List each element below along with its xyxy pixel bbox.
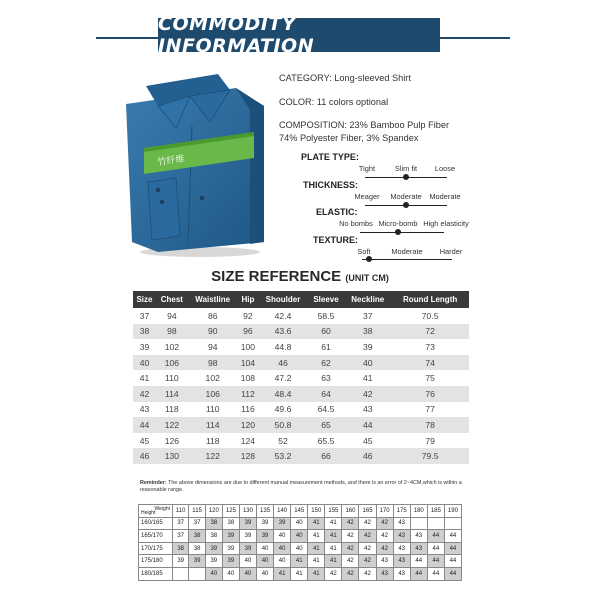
size-table-cell: 42.4 xyxy=(258,308,308,324)
composition-text: COMPOSITION: 23% Bamboo Pulp Fiber xyxy=(279,120,450,131)
weight-column-header: 115 xyxy=(189,505,205,518)
size-table-header-cell: Sleeve xyxy=(308,291,344,308)
weight-size-cell: 39 xyxy=(205,542,222,555)
weight-column-header: 185 xyxy=(427,505,444,518)
weight-size-cell xyxy=(173,567,189,580)
size-table-header-cell: Neckline xyxy=(344,291,391,308)
weight-size-cell: 43 xyxy=(393,542,410,555)
size-reference-heading: SIZE REFERENCE xyxy=(211,268,342,285)
size-table-row xyxy=(133,324,469,340)
texture-marker xyxy=(366,256,372,262)
size-table-cell: 124 xyxy=(238,433,259,449)
weight-size-cell: 43 xyxy=(393,555,410,568)
weight-size-cell: 38 xyxy=(189,542,205,555)
size-table-row xyxy=(133,402,469,418)
weight-column-header: 145 xyxy=(291,505,308,518)
size-table-cell: 130 xyxy=(156,448,188,464)
texture-option-moderate: Moderate xyxy=(391,247,423,256)
weight-size-cell: 42 xyxy=(342,517,359,530)
weight-size-cell: 40 xyxy=(274,555,291,568)
weight-size-cell xyxy=(427,517,444,530)
size-table-cell: 98 xyxy=(188,355,238,371)
size-table-row xyxy=(133,448,469,464)
composition-text-2: 74% Polyester Fiber, 3% Spandex xyxy=(279,132,419,143)
weight-size-cell: 39 xyxy=(205,555,222,568)
size-table-cell: 64 xyxy=(308,386,344,402)
weight-size-cell: 41 xyxy=(291,555,308,568)
weight-size-cell: 39 xyxy=(222,542,239,555)
weight-size-cell: 44 xyxy=(410,555,427,568)
plate-type-option-tight: Tight xyxy=(358,164,376,173)
weight-size-cell: 40 xyxy=(274,530,291,543)
elastic-label: ELASTIC: xyxy=(316,207,358,217)
weight-size-cell: 44 xyxy=(444,567,461,580)
weight-size-cell: 41 xyxy=(291,567,308,580)
weight-column-header: 190 xyxy=(444,505,461,518)
weight-size-cell: 38 xyxy=(173,542,189,555)
weight-size-cell: 40 xyxy=(205,567,222,580)
size-table-cell: 72 xyxy=(391,324,469,340)
elastic-marker xyxy=(395,229,401,235)
weight-size-cell: 40 xyxy=(257,567,274,580)
weight-size-cell: 42 xyxy=(325,567,342,580)
size-table-cell: 38 xyxy=(133,324,156,340)
elastic-option-high-elasticity: High elasticity xyxy=(423,219,469,228)
size-table-cell: 86 xyxy=(188,308,238,324)
weight-size-cell: 44 xyxy=(444,530,461,543)
size-table-cell: 43.6 xyxy=(258,324,308,340)
weight-size-cell: 43 xyxy=(410,530,427,543)
size-table-cell: 52 xyxy=(258,433,308,449)
size-table-cell: 106 xyxy=(156,355,188,371)
size-table-cell: 76 xyxy=(391,386,469,402)
weight-table-row xyxy=(139,517,462,530)
size-table-cell: 49.6 xyxy=(258,402,308,418)
size-table-cell: 110 xyxy=(188,402,238,418)
weight-size-cell: 39 xyxy=(257,517,274,530)
weight-size-cell: 40 xyxy=(291,530,308,543)
weight-column-header: 120 xyxy=(205,505,222,518)
weight-size-cell: 44 xyxy=(427,567,444,580)
weight-size-cell: 39 xyxy=(274,517,291,530)
size-table-cell: 47.2 xyxy=(258,370,308,386)
banner-line-left xyxy=(96,37,158,39)
size-table-cell: 90 xyxy=(188,324,238,340)
size-table-cell: 116 xyxy=(238,402,259,418)
weight-size-cell: 42 xyxy=(376,542,393,555)
weight-size-cell: 37 xyxy=(173,530,189,543)
weight-column-header: 130 xyxy=(239,505,256,518)
size-table-cell: 38 xyxy=(344,324,391,340)
weight-size-cell: 39 xyxy=(239,530,256,543)
weight-size-cell: 42 xyxy=(342,555,359,568)
color-text: COLOR: 11 colors optional xyxy=(279,96,389,107)
weight-size-cell: 39 xyxy=(239,542,256,555)
weight-height-table xyxy=(138,504,462,581)
size-table-row xyxy=(133,339,469,355)
size-table-cell: 43 xyxy=(133,402,156,418)
size-table-header xyxy=(133,291,469,308)
size-table-cell: 62 xyxy=(308,355,344,371)
size-table-cell: 118 xyxy=(188,433,238,449)
weight-size-cell: 38 xyxy=(222,517,239,530)
weight-column-header: 175 xyxy=(393,505,410,518)
size-reference-title xyxy=(0,268,600,285)
size-table-cell: 120 xyxy=(238,417,259,433)
elastic-option-micro-bomb: Micro-bomb xyxy=(378,219,418,228)
size-table-cell: 106 xyxy=(188,386,238,402)
size-table-cell: 61 xyxy=(308,339,344,355)
size-table-cell: 75 xyxy=(391,370,469,386)
weight-table-row xyxy=(139,555,462,568)
height-row-label: 160/165 xyxy=(139,517,173,530)
weight-size-cell: 41 xyxy=(325,530,342,543)
weight-size-cell: 39 xyxy=(189,555,205,568)
weight-size-cell: 39 xyxy=(222,530,239,543)
weight-size-cell: 39 xyxy=(239,517,256,530)
weight-size-cell: 42 xyxy=(359,567,376,580)
weight-size-cell: 43 xyxy=(376,567,393,580)
plate-type-label: PLATE TYPE: xyxy=(301,152,359,162)
size-table-cell: 74 xyxy=(391,355,469,371)
texture-label: TEXTURE: xyxy=(313,235,358,245)
size-table-cell: 66 xyxy=(308,448,344,464)
size-table-cell: 77 xyxy=(391,402,469,418)
elastic-option-no-bombs: No bombs xyxy=(339,219,373,228)
weight-column-header: 180 xyxy=(410,505,427,518)
weight-size-cell: 43 xyxy=(393,567,410,580)
thickness-label: THICKNESS: xyxy=(303,180,359,190)
weight-size-cell: 40 xyxy=(257,542,274,555)
size-table-cell: 122 xyxy=(156,417,188,433)
size-table-cell: 44 xyxy=(344,417,391,433)
size-table-cell: 112 xyxy=(238,386,259,402)
size-table-cell: 122 xyxy=(188,448,238,464)
size-table-cell: 70.5 xyxy=(391,308,469,324)
height-row-label: 170/175 xyxy=(139,542,173,555)
weight-size-cell: 39 xyxy=(257,530,274,543)
weight-size-cell: 44 xyxy=(444,542,461,555)
weight-size-cell: 39 xyxy=(173,555,189,568)
size-table-cell: 79 xyxy=(391,433,469,449)
weight-size-cell: 41 xyxy=(325,555,342,568)
size-table-cell: 43 xyxy=(344,402,391,418)
weight-size-cell xyxy=(410,517,427,530)
weight-size-cell: 41 xyxy=(274,567,291,580)
weight-size-cell: 40 xyxy=(274,542,291,555)
size-table-row xyxy=(133,433,469,449)
size-table xyxy=(133,291,469,464)
size-table-cell: 44.8 xyxy=(258,339,308,355)
weight-size-cell: 38 xyxy=(205,530,222,543)
corner-height-label: Height xyxy=(141,509,156,516)
folded-shirt-image xyxy=(118,66,268,258)
weight-size-cell: 40 xyxy=(222,567,239,580)
weight-size-cell: 43 xyxy=(393,530,410,543)
thickness-option-meager: Meager xyxy=(354,192,380,201)
weight-table-header xyxy=(139,505,462,518)
size-table-cell: 46 xyxy=(258,355,308,371)
weight-size-cell: 42 xyxy=(359,542,376,555)
weight-size-cell: 40 xyxy=(291,542,308,555)
size-table-cell: 41 xyxy=(133,370,156,386)
elastic-scale xyxy=(360,232,444,233)
size-table-cell: 53.2 xyxy=(258,448,308,464)
height-row-label: 175/180 xyxy=(139,555,173,568)
size-table-row xyxy=(133,355,469,371)
weight-column-header: 155 xyxy=(325,505,342,518)
size-table-cell: 60 xyxy=(308,324,344,340)
weight-size-cell: 42 xyxy=(376,517,393,530)
size-table-cell: 73 xyxy=(391,339,469,355)
weight-size-cell: 41 xyxy=(308,517,325,530)
weight-column-header: 125 xyxy=(222,505,239,518)
weight-size-cell: 41 xyxy=(325,517,342,530)
commodity-information-banner: COMMODITY INFORMATION xyxy=(158,18,440,52)
weight-size-cell: 42 xyxy=(342,530,359,543)
weight-size-cell: 41 xyxy=(325,542,342,555)
size-table-cell: 46 xyxy=(133,448,156,464)
weight-table-corner xyxy=(139,505,173,518)
height-row-label: 165/170 xyxy=(139,530,173,543)
weight-table-row xyxy=(139,567,462,580)
weight-size-cell: 40 xyxy=(291,517,308,530)
weight-size-cell: 42 xyxy=(342,542,359,555)
corner-weight-label: Weight xyxy=(154,506,170,512)
size-table-row xyxy=(133,370,469,386)
weight-size-cell: 40 xyxy=(239,555,256,568)
size-table-cell: 37 xyxy=(133,308,156,324)
size-table-cell: 41 xyxy=(344,370,391,386)
weight-size-cell: 43 xyxy=(376,555,393,568)
size-table-cell: 63 xyxy=(308,370,344,386)
weight-size-cell xyxy=(444,517,461,530)
weight-size-cell: 41 xyxy=(308,555,325,568)
size-table-cell: 37 xyxy=(344,308,391,324)
texture-option-soft: Soft xyxy=(357,247,371,256)
reminder-label: Reminder: xyxy=(140,480,167,486)
weight-size-cell: 43 xyxy=(393,517,410,530)
weight-size-cell xyxy=(189,567,205,580)
size-table-cell: 118 xyxy=(156,402,188,418)
size-table-cell: 98 xyxy=(156,324,188,340)
size-table-header-cell: Hip xyxy=(238,291,259,308)
shirt-tag-text: 竹纤维 xyxy=(157,154,186,168)
weight-size-cell: 41 xyxy=(308,542,325,555)
size-table-cell: 114 xyxy=(156,386,188,402)
weight-size-cell: 44 xyxy=(427,542,444,555)
texture-scale xyxy=(362,259,452,260)
plate-type-option-slim-fit: Slim fit xyxy=(394,164,418,173)
weight-size-cell: 42 xyxy=(376,530,393,543)
size-table-header-cell: Waistline xyxy=(188,291,238,308)
size-table-cell: 64.5 xyxy=(308,402,344,418)
size-table-cell: 48.4 xyxy=(258,386,308,402)
size-table-cell: 94 xyxy=(156,308,188,324)
weight-size-cell: 37 xyxy=(173,517,189,530)
reminder-text: The above dimensions are due to different manual measurement methods, and there is an error of 2~4CM,which is within a reasonable range. xyxy=(140,480,462,493)
size-table-cell: 42 xyxy=(344,386,391,402)
thickness-option-moderate-2: Moderate xyxy=(429,192,461,201)
size-table-row xyxy=(133,308,469,324)
weight-size-cell: 42 xyxy=(359,555,376,568)
weight-size-cell: 42 xyxy=(359,517,376,530)
weight-size-cell: 44 xyxy=(410,567,427,580)
size-table-cell: 46 xyxy=(344,448,391,464)
weight-size-cell: 41 xyxy=(308,567,325,580)
thickness-marker xyxy=(403,202,409,208)
weight-size-cell: 38 xyxy=(205,517,222,530)
size-table-cell: 39 xyxy=(344,339,391,355)
size-table-cell: 40 xyxy=(344,355,391,371)
weight-table-row xyxy=(139,542,462,555)
size-reference-unit: (UNIT CM) xyxy=(345,273,389,283)
size-table-cell: 42 xyxy=(133,386,156,402)
weight-column-header: 135 xyxy=(257,505,274,518)
size-table-cell: 128 xyxy=(238,448,259,464)
category-text: CATEGORY: Long-sleeved Shirt xyxy=(279,73,411,83)
weight-size-cell: 44 xyxy=(444,555,461,568)
size-table-header-cell: Shoulder xyxy=(258,291,308,308)
size-table-cell: 78 xyxy=(391,417,469,433)
weight-size-cell: 44 xyxy=(427,555,444,568)
size-table-cell: 102 xyxy=(188,370,238,386)
weight-size-cell: 42 xyxy=(359,530,376,543)
size-table-cell: 100 xyxy=(238,339,259,355)
banner-line-right xyxy=(440,37,510,39)
weight-size-cell: 40 xyxy=(257,555,274,568)
size-table-cell: 65 xyxy=(308,417,344,433)
size-table-cell: 50.8 xyxy=(258,417,308,433)
texture-option-harder: Harder xyxy=(439,247,463,256)
size-table-cell: 65.5 xyxy=(308,433,344,449)
weight-size-cell: 38 xyxy=(189,530,205,543)
size-table-cell: 92 xyxy=(238,308,259,324)
size-table-cell: 96 xyxy=(238,324,259,340)
weight-column-header: 140 xyxy=(274,505,291,518)
weight-column-header: 160 xyxy=(342,505,359,518)
weight-size-cell: 39 xyxy=(222,555,239,568)
height-row-label: 180/185 xyxy=(139,567,173,580)
size-table-cell: 126 xyxy=(156,433,188,449)
size-table-cell: 45 xyxy=(133,433,156,449)
weight-size-cell: 37 xyxy=(189,517,205,530)
size-table-cell: 108 xyxy=(238,370,259,386)
weight-column-header: 170 xyxy=(376,505,393,518)
product-info xyxy=(279,72,579,144)
plate-type-option-loose: Loose xyxy=(434,164,456,173)
size-table-cell: 104 xyxy=(238,355,259,371)
size-table-cell: 58.5 xyxy=(308,308,344,324)
size-table-header-cell: Round Length xyxy=(391,291,469,308)
size-table-header-cell: Size xyxy=(133,291,156,308)
size-table-cell: 114 xyxy=(188,417,238,433)
weight-column-header: 110 xyxy=(173,505,189,518)
weight-size-cell: 43 xyxy=(410,542,427,555)
thickness-option-moderate: Moderate xyxy=(390,192,422,201)
weight-table-row xyxy=(139,530,462,543)
size-table-cell: 45 xyxy=(344,433,391,449)
size-table-cell: 79.5 xyxy=(391,448,469,464)
size-table-cell: 44 xyxy=(133,417,156,433)
weight-column-header: 165 xyxy=(359,505,376,518)
size-table-cell: 39 xyxy=(133,339,156,355)
weight-size-cell: 44 xyxy=(427,530,444,543)
size-table-cell: 40 xyxy=(133,355,156,371)
reminder-note xyxy=(140,480,470,494)
size-table-cell: 102 xyxy=(156,339,188,355)
size-table-header-cell: Chest xyxy=(156,291,188,308)
weight-size-cell: 41 xyxy=(308,530,325,543)
size-table-cell: 110 xyxy=(156,370,188,386)
weight-column-header: 150 xyxy=(308,505,325,518)
plate-type-marker xyxy=(403,174,409,180)
weight-size-cell: 40 xyxy=(239,567,256,580)
size-table-row xyxy=(133,386,469,402)
size-table-cell: 94 xyxy=(188,339,238,355)
weight-size-cell: 42 xyxy=(342,567,359,580)
size-table-row xyxy=(133,417,469,433)
